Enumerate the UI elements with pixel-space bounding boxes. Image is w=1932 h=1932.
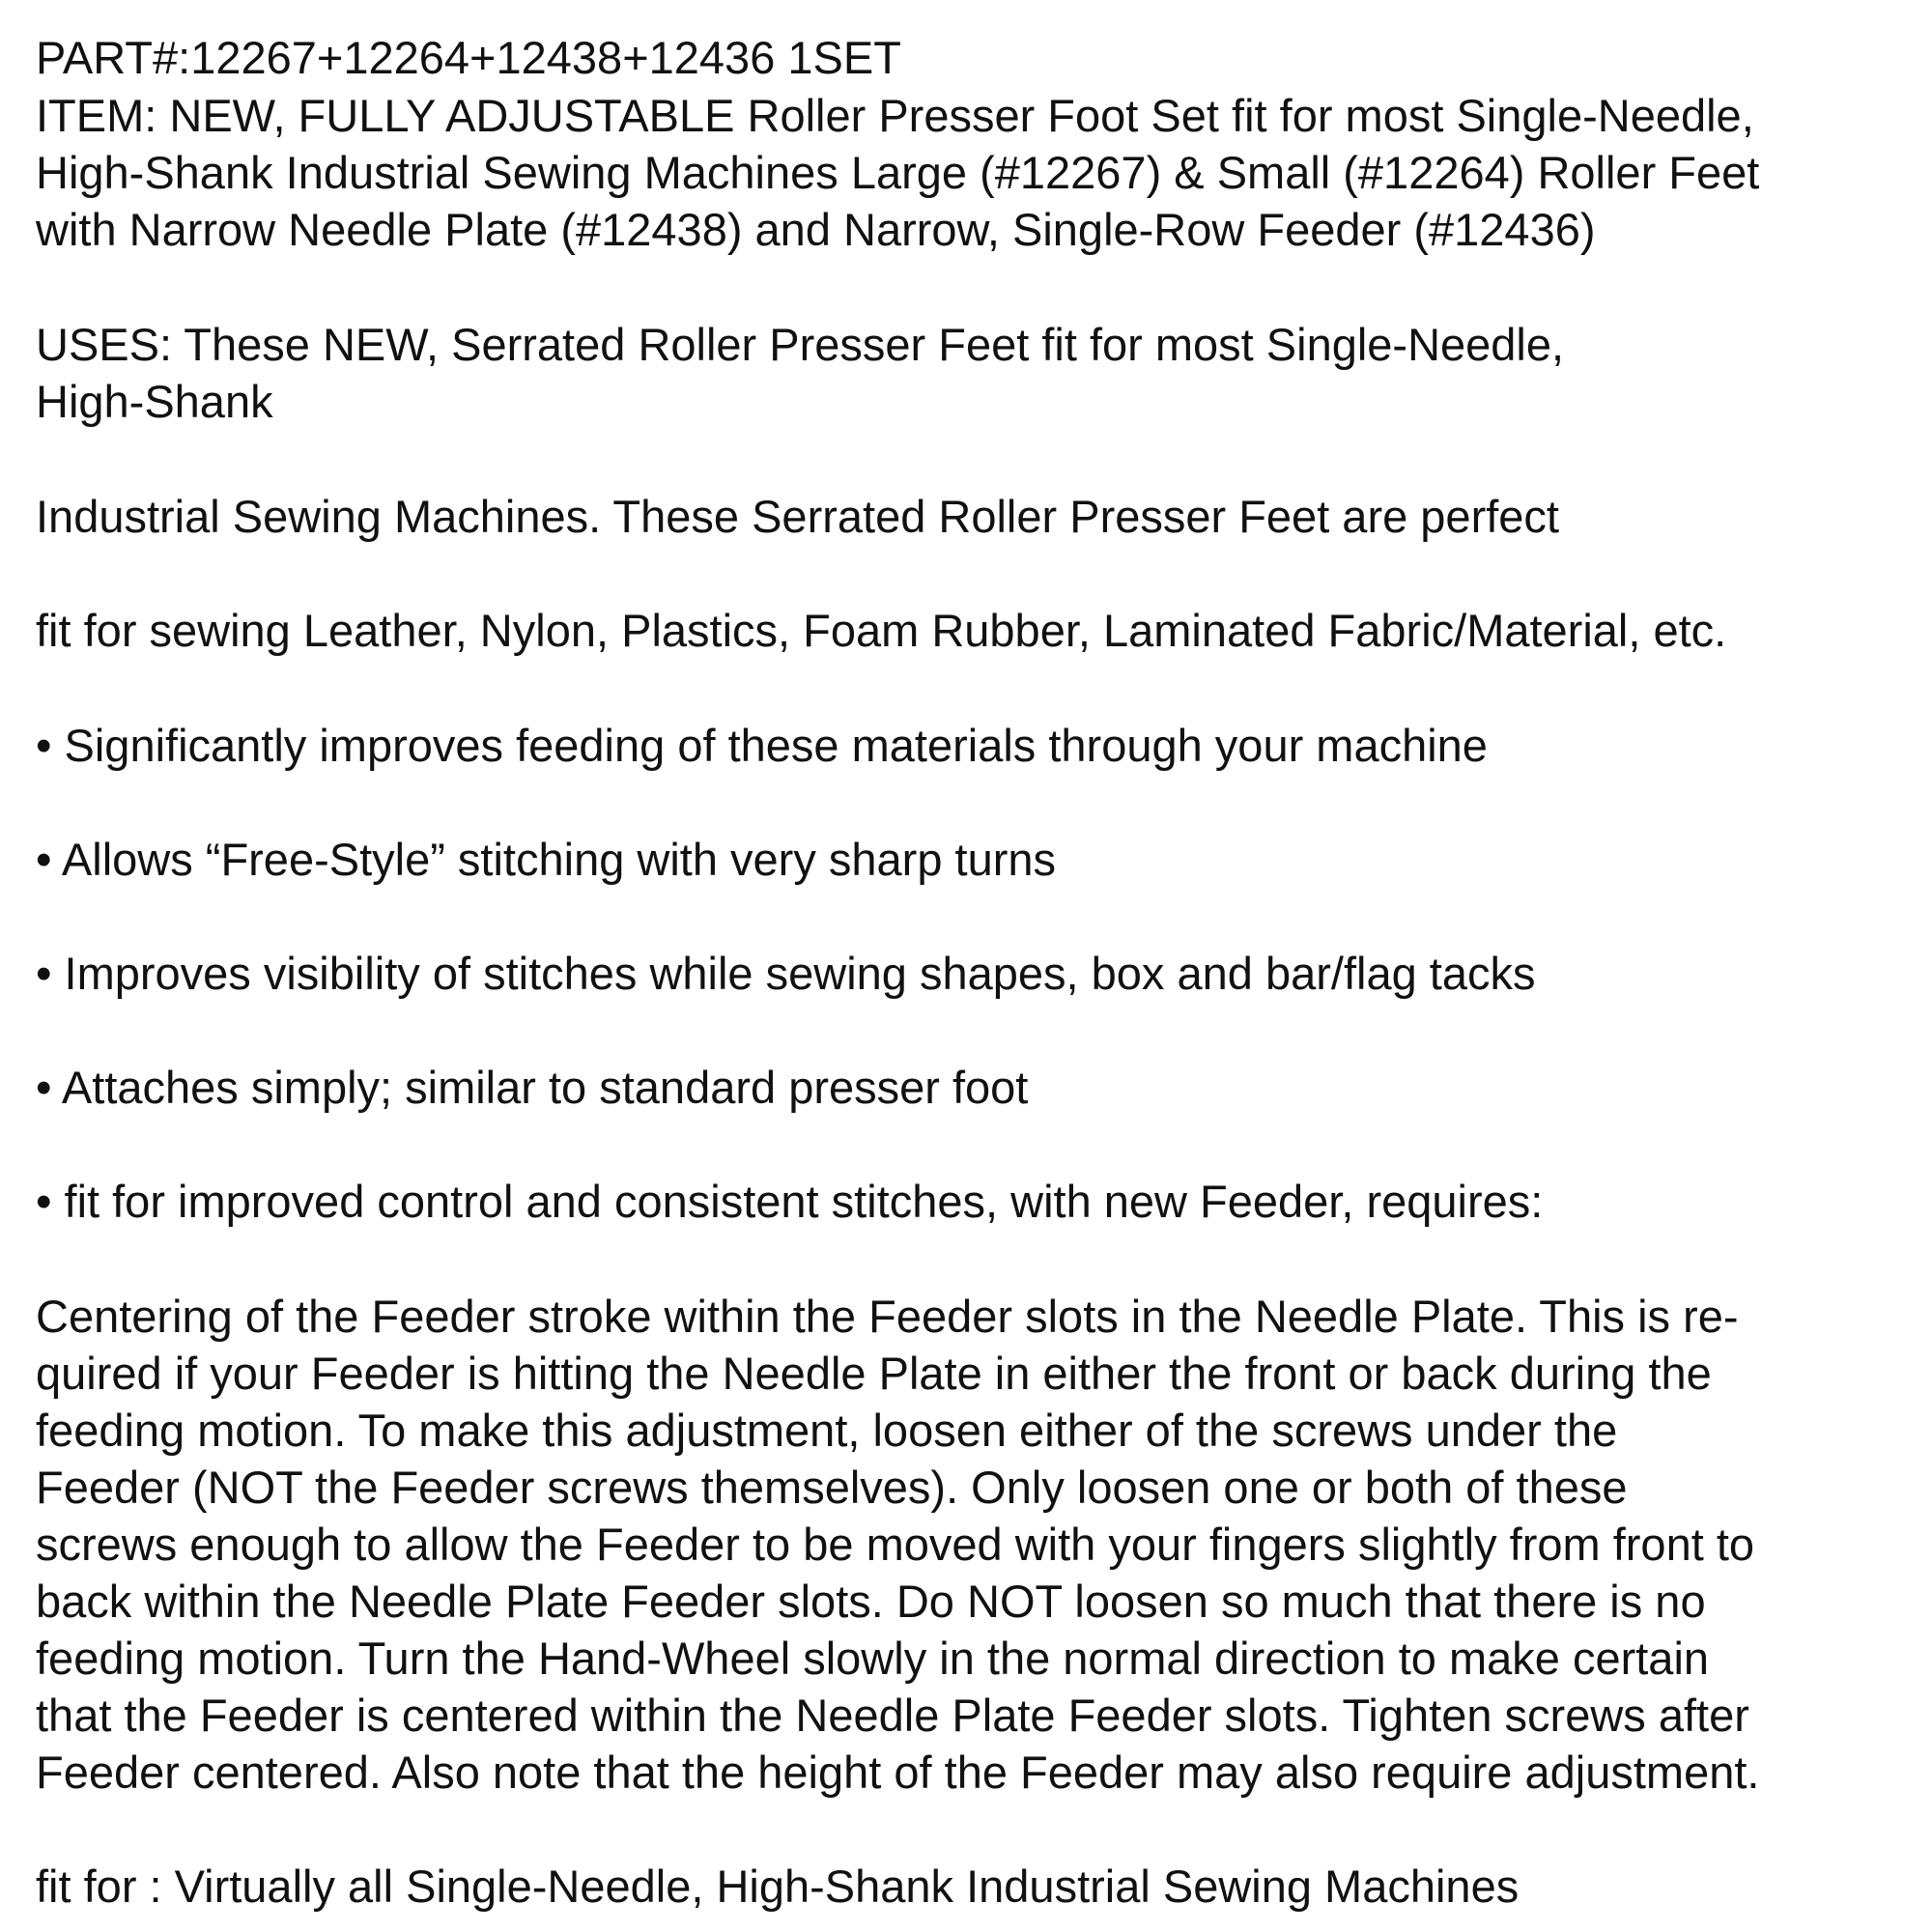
bullet-control: • fit for improved control and consistent stitches, with new Feeder, requires: (36, 1176, 1544, 1227)
item-line-3: with Narrow Needle Plate (#12438) and Narrow, Single-Row Feeder (#12436) (36, 204, 1596, 255)
centering-line-8: that the Feeder is centered within the Needle Plate Feeder slots. Tighten screws after (36, 1690, 1749, 1741)
uses-line-1: USES: These NEW, Serrated Roller Presser Feet fit for most Single-Needle, (36, 319, 1565, 370)
bullet-feeding: • Significantly improves feeding of these materials through your machine (36, 720, 1488, 771)
fit-for-line: fit for : Virtually all Single-Needle, High-Shank Industrial Sewing Machines (36, 1861, 1520, 1912)
part-number-line: PART#:12267+12264+12438+12436 1SET (36, 32, 901, 83)
bullet-attaches: • Attaches simply; similar to standard presser foot (36, 1062, 1029, 1113)
uses-line-2: High-Shank (36, 376, 273, 427)
centering-line-1: Centering of the Feeder stroke within the Feeder slots in the Needle Plate. This is re- (36, 1291, 1739, 1342)
item-line-1: ITEM: NEW, FULLY ADJUSTABLE Roller Presser Foot Set fit for most Single-Needle, (36, 90, 1754, 141)
item-line-2: High-Shank Industrial Sewing Machines Large (#12267) & Small (#12264) Roller Feet (36, 147, 1760, 198)
uses-materials-line: fit for sewing Leather, Nylon, Plastics, Foam Rubber, Laminated Fabric/Material, etc. (36, 605, 1727, 656)
centering-line-6: back within the Needle Plate Feeder slots. Do NOT loosen so much that there is no (36, 1576, 1706, 1627)
uses-industrial-line: Industrial Sewing Machines. These Serrated Roller Presser Feet are perfect (36, 491, 1559, 542)
centering-line-2: quired if your Feeder is hitting the Needle Plate in either the front or back during the (36, 1348, 1712, 1399)
centering-line-9: Feeder centered. Also note that the height of the Feeder may also require adjustment. (36, 1747, 1760, 1798)
bullet-free-style: • Allows “Free-Style” stitching with very sharp turns (36, 834, 1057, 885)
centering-line-3: feeding motion. To make this adjustment, loosen either of the screws under the (36, 1405, 1618, 1456)
centering-line-4: Feeder (NOT the Feeder screws themselves). Only loosen one or both of these (36, 1462, 1628, 1513)
centering-line-5: screws enough to allow the Feeder to be moved with your fingers slightly from front to (36, 1519, 1755, 1570)
bullet-visibility: • Improves visibility of stitches while sewing shapes, box and bar/flag tacks (36, 948, 1536, 999)
centering-line-7: feeding motion. Turn the Hand-Wheel slowly in the normal direction to make certain (36, 1633, 1710, 1684)
